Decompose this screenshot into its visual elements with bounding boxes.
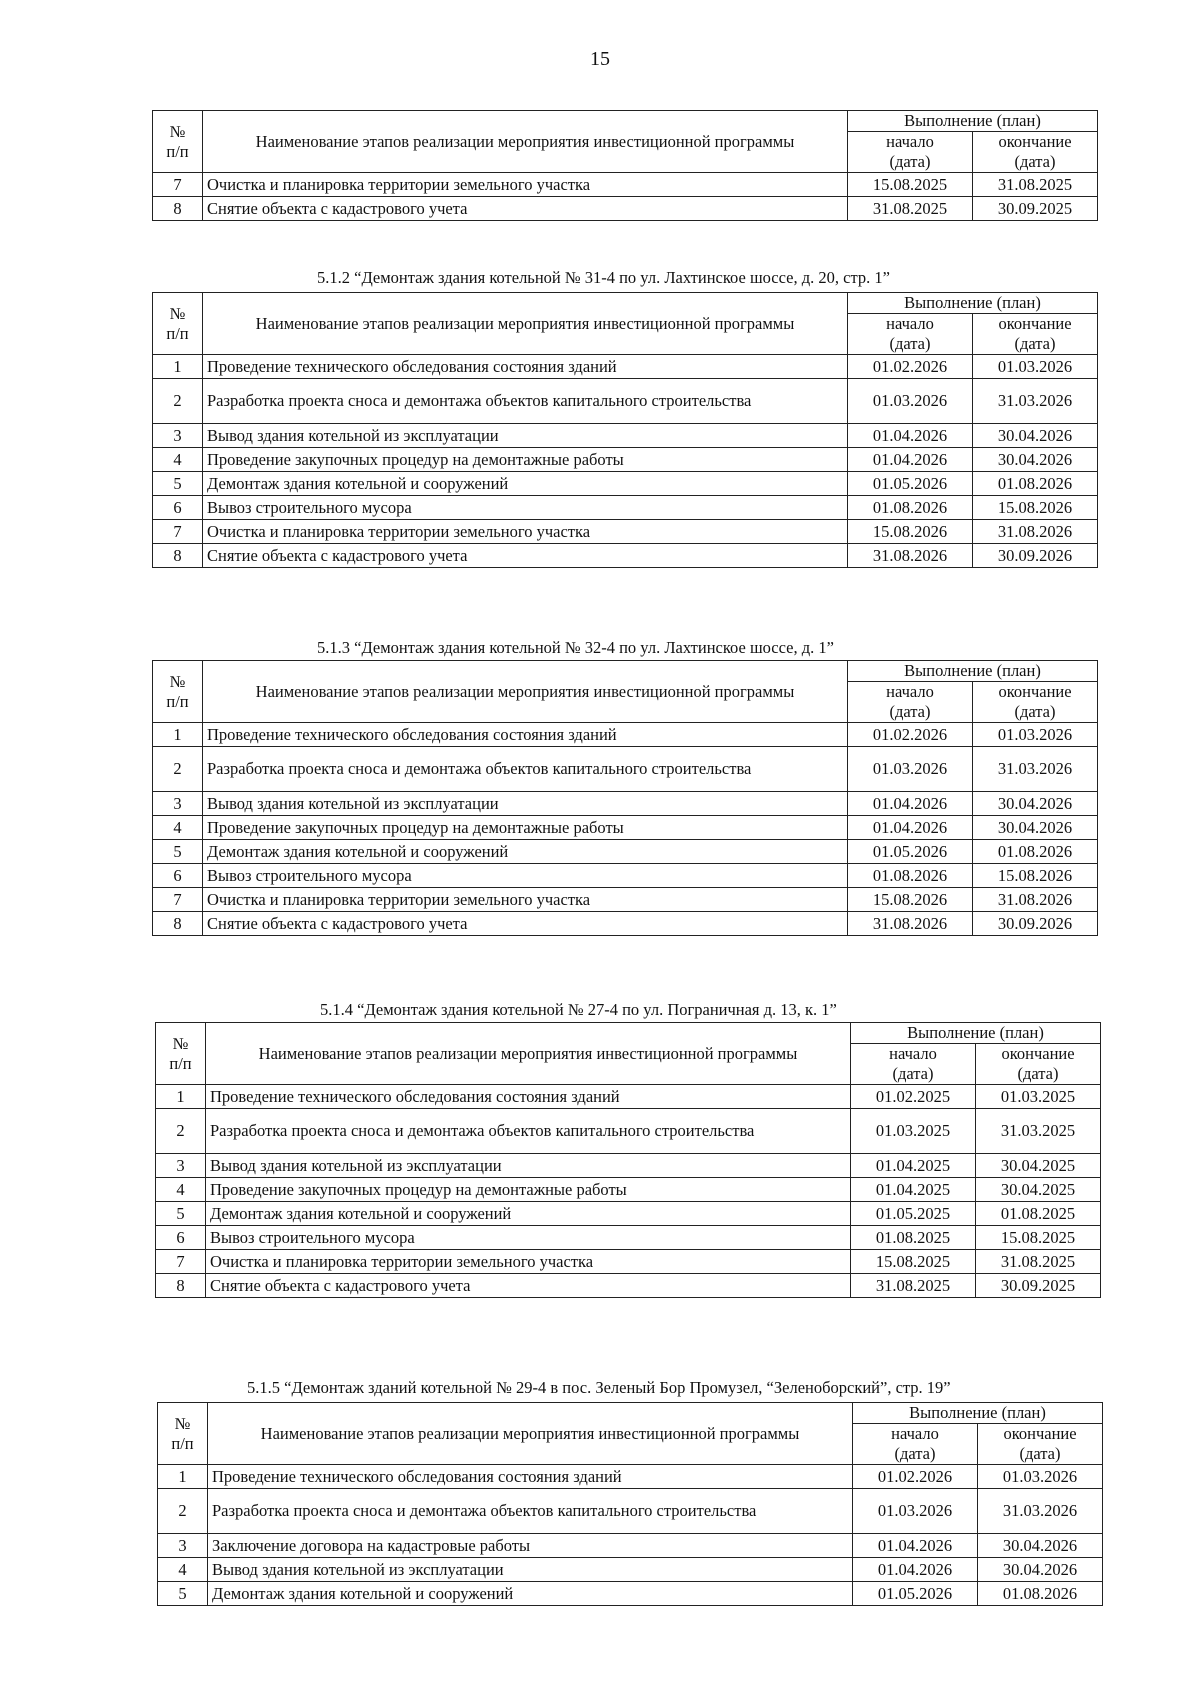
table-row [158,1489,1103,1534]
header-end-label: окончание [998,132,1072,151]
header-start [848,132,973,173]
row-stage-name: Очистка и планировка территории земельного участка [203,888,848,912]
row-stage-name: Демонтаж здания котельной и сооружений [206,1202,851,1226]
row-start-date: 15.08.2025 [851,1250,976,1274]
header-start-label: начало [886,132,934,151]
row-end-date: 30.09.2025 [973,197,1098,221]
header-start-label: начало [891,1424,939,1443]
row-number: 4 [153,448,203,472]
row-end-date: 01.08.2026 [973,840,1098,864]
row-end-date: 30.09.2026 [973,544,1098,568]
row-start-date: 01.08.2026 [848,496,973,520]
section-caption: 5.1.5 “Демонтаж зданий котельной № 29-4 в пос. Зеленый Бор Промузел, “Зеленоборский”, стр. 19” [247,1378,951,1397]
header-execution: Выполнение (план) [848,293,1098,314]
row-stage-name: Разработка проекта сноса и демонтажа объектов капитального строительства [206,1109,851,1154]
table-row [153,496,1098,520]
row-number: 8 [156,1274,206,1298]
row-stage-name: Проведение закупочных процедур на демонтажные работы [206,1178,851,1202]
header-execution: Выполнение (план) [851,1023,1101,1044]
header-num: № п/п [153,661,203,723]
row-end-date: 01.08.2026 [978,1582,1103,1606]
schedule-table [155,1022,1101,1298]
header-name: Наименование этапов реализации мероприятия инвестиционной программы [203,661,848,723]
row-stage-name: Вывоз строительного мусора [203,864,848,888]
row-number: 4 [153,816,203,840]
header-execution: Выполнение (план) [853,1403,1103,1424]
row-stage-name: Очистка и планировка территории земельного участка [206,1250,851,1274]
table-row [153,888,1098,912]
header-start [853,1424,978,1465]
table-row [156,1274,1101,1298]
row-start-date: 01.04.2026 [853,1534,978,1558]
row-number: 5 [158,1582,208,1606]
schedule-table [152,110,1098,221]
row-stage-name: Разработка проекта сноса и демонтажа объектов капитального строительства [208,1489,853,1534]
row-number: 7 [153,520,203,544]
row-start-date: 15.08.2026 [848,888,973,912]
header-end [978,1424,1103,1465]
header-name: Наименование этапов реализации мероприятия инвестиционной программы [203,111,848,173]
row-start-date: 31.08.2026 [848,544,973,568]
table-row [153,355,1098,379]
row-stage-name: Проведение технического обследования состояния зданий [203,723,848,747]
row-end-date: 15.08.2026 [973,864,1098,888]
row-end-date: 30.04.2026 [978,1534,1103,1558]
row-stage-name: Очистка и планировка территории земельного участка [203,520,848,544]
row-start-date: 01.02.2026 [848,355,973,379]
table-row [153,520,1098,544]
page-number: 15 [590,48,610,70]
row-start-date: 01.03.2025 [851,1109,976,1154]
row-number: 8 [153,544,203,568]
table-row [153,840,1098,864]
row-start-date: 01.03.2026 [848,379,973,424]
row-number: 1 [156,1085,206,1109]
header-date-note: (дата) [892,1064,934,1083]
row-start-date: 01.08.2026 [848,864,973,888]
table-row [153,424,1098,448]
header-start [848,314,973,355]
row-stage-name: Разработка проекта сноса и демонтажа объектов капитального строительства [203,379,848,424]
row-start-date: 01.08.2025 [851,1226,976,1250]
row-end-date: 01.08.2025 [976,1202,1101,1226]
row-end-date: 30.04.2026 [973,792,1098,816]
row-start-date: 01.03.2026 [848,747,973,792]
table-row [153,792,1098,816]
header-date-note: (дата) [894,1444,936,1463]
row-start-date: 01.04.2025 [851,1178,976,1202]
table-header-row [153,293,1098,314]
row-number: 7 [156,1250,206,1274]
row-end-date: 01.03.2026 [978,1465,1103,1489]
table-row [158,1582,1103,1606]
table-row [156,1178,1101,1202]
table-row [156,1226,1101,1250]
row-end-date: 30.04.2026 [973,448,1098,472]
header-execution: Выполнение (план) [848,111,1098,132]
row-stage-name: Проведение технического обследования состояния зданий [206,1085,851,1109]
table-row [153,723,1098,747]
row-stage-name: Вывоз строительного мусора [203,496,848,520]
row-stage-name: Вывоз строительного мусора [206,1226,851,1250]
header-name: Наименование этапов реализации мероприятия инвестиционной программы [203,293,848,355]
row-number: 5 [156,1202,206,1226]
header-start-label: начало [886,682,934,701]
row-number: 8 [153,912,203,936]
header-start [848,682,973,723]
table-row [156,1109,1101,1154]
table-header-row [156,1023,1101,1044]
header-num: № п/п [153,111,203,173]
row-stage-name: Проведение закупочных процедур на демонтажные работы [203,448,848,472]
row-stage-name: Вывод здания котельной из эксплуатации [203,424,848,448]
row-number: 5 [153,472,203,496]
row-start-date: 31.08.2025 [848,197,973,221]
row-end-date: 31.08.2025 [973,173,1098,197]
table-row [153,472,1098,496]
row-end-date: 01.03.2026 [973,723,1098,747]
row-number: 7 [153,173,203,197]
header-num: № п/п [156,1023,206,1085]
table-row [158,1558,1103,1582]
row-stage-name: Демонтаж здания котельной и сооружений [203,840,848,864]
schedule-table [152,660,1098,936]
row-number: 2 [158,1489,208,1534]
row-number: 2 [156,1109,206,1154]
table-header-row [153,661,1098,682]
header-num: № п/п [158,1403,208,1465]
row-start-date: 01.05.2025 [851,1202,976,1226]
table-row [156,1154,1101,1178]
row-number: 4 [156,1178,206,1202]
header-end-label: окончание [998,314,1072,333]
table-row [156,1085,1101,1109]
table-row [153,912,1098,936]
schedule-table [157,1402,1103,1606]
row-start-date: 01.03.2026 [853,1489,978,1534]
row-stage-name: Снятие объекта с кадастрового учета [203,197,848,221]
row-number: 1 [153,723,203,747]
row-start-date: 01.02.2026 [848,723,973,747]
table-row [156,1250,1101,1274]
row-start-date: 31.08.2026 [848,912,973,936]
row-end-date: 31.03.2026 [978,1489,1103,1534]
row-end-date: 30.04.2025 [976,1178,1101,1202]
row-end-date: 31.08.2026 [973,520,1098,544]
header-date-note: (дата) [889,334,931,353]
row-number: 6 [153,864,203,888]
row-number: 2 [153,747,203,792]
row-number: 3 [153,792,203,816]
header-end-label: окончание [998,682,1072,701]
table-row [158,1465,1103,1489]
row-start-date: 01.04.2026 [848,424,973,448]
row-end-date: 30.04.2025 [976,1154,1101,1178]
section-caption: 5.1.3 “Демонтаж здания котельной № 32-4 по ул. Лахтинское шоссе, д. 1” [317,638,834,657]
header-name: Наименование этапов реализации мероприятия инвестиционной программы [206,1023,851,1085]
row-stage-name: Разработка проекта сноса и демонтажа объектов капитального строительства [203,747,848,792]
row-start-date: 01.04.2026 [848,448,973,472]
section-caption: 5.1.2 “Демонтаж здания котельной № 31-4 по ул. Лахтинское шоссе, д. 20, стр. 1” [317,268,890,287]
header-start [851,1044,976,1085]
row-end-date: 15.08.2026 [973,496,1098,520]
row-stage-name: Заключение договора на кадастровые работы [208,1534,853,1558]
row-number: 3 [153,424,203,448]
header-start-label: начало [886,314,934,333]
row-end-date: 15.08.2025 [976,1226,1101,1250]
row-end-date: 30.04.2026 [978,1558,1103,1582]
header-date-note: (дата) [889,152,931,171]
row-start-date: 01.04.2026 [848,816,973,840]
row-start-date: 01.04.2026 [853,1558,978,1582]
header-end [973,682,1098,723]
row-number: 3 [158,1534,208,1558]
row-stage-name: Снятие объекта с кадастрового учета [203,544,848,568]
row-number: 6 [156,1226,206,1250]
row-start-date: 15.08.2025 [848,173,973,197]
row-stage-name: Демонтаж здания котельной и сооружений [203,472,848,496]
table-row [153,197,1098,221]
header-end-label: окончание [1001,1044,1075,1063]
row-start-date: 01.02.2026 [853,1465,978,1489]
row-stage-name: Проведение технического обследования состояния зданий [208,1465,853,1489]
header-date-note: (дата) [1017,1064,1059,1083]
table-row [153,747,1098,792]
header-end [973,314,1098,355]
row-end-date: 01.03.2026 [973,355,1098,379]
row-end-date: 30.09.2026 [973,912,1098,936]
row-end-date: 30.09.2025 [976,1274,1101,1298]
row-end-date: 30.04.2026 [973,816,1098,840]
row-number: 1 [153,355,203,379]
table-row [156,1202,1101,1226]
row-number: 7 [153,888,203,912]
row-start-date: 01.05.2026 [853,1582,978,1606]
header-name: Наименование этапов реализации мероприятия инвестиционной программы [208,1403,853,1465]
table-row [153,816,1098,840]
row-start-date: 15.08.2026 [848,520,973,544]
row-number: 4 [158,1558,208,1582]
table-row [153,864,1098,888]
row-stage-name: Снятие объекта с кадастрового учета [206,1274,851,1298]
row-end-date: 01.03.2025 [976,1085,1101,1109]
row-number: 6 [153,496,203,520]
header-date-note: (дата) [1014,152,1056,171]
section-caption: 5.1.4 “Демонтаж здания котельной № 27-4 по ул. Пограничная д. 13, к. 1” [320,1000,837,1019]
row-stage-name: Проведение технического обследования состояния зданий [203,355,848,379]
row-stage-name: Вывод здания котельной из эксплуатации [206,1154,851,1178]
row-number: 1 [158,1465,208,1489]
header-end [973,132,1098,173]
table-row [153,544,1098,568]
row-stage-name: Проведение закупочных процедур на демонтажные работы [203,816,848,840]
row-start-date: 01.05.2026 [848,840,973,864]
header-date-note: (дата) [889,702,931,721]
row-start-date: 01.04.2026 [848,792,973,816]
row-start-date: 01.02.2025 [851,1085,976,1109]
row-stage-name: Вывод здания котельной из эксплуатации [208,1558,853,1582]
row-end-date: 31.08.2026 [973,888,1098,912]
row-number: 5 [153,840,203,864]
row-end-date: 31.03.2026 [973,747,1098,792]
table-row [153,379,1098,424]
row-start-date: 01.05.2026 [848,472,973,496]
header-execution: Выполнение (план) [848,661,1098,682]
schedule-table [152,292,1098,568]
table-row [153,448,1098,472]
table-header-row [158,1403,1103,1424]
header-end-label: окончание [1003,1424,1077,1443]
row-stage-name: Демонтаж здания котельной и сооружений [208,1582,853,1606]
row-start-date: 31.08.2025 [851,1274,976,1298]
row-stage-name: Вывод здания котельной из эксплуатации [203,792,848,816]
header-end [976,1044,1101,1085]
row-stage-name: Очистка и планировка территории земельного участка [203,173,848,197]
row-number: 8 [153,197,203,221]
table-row [153,173,1098,197]
row-start-date: 01.04.2025 [851,1154,976,1178]
header-date-note: (дата) [1014,334,1056,353]
row-end-date: 01.08.2026 [973,472,1098,496]
row-end-date: 30.04.2026 [973,424,1098,448]
header-num: № п/п [153,293,203,355]
row-end-date: 31.08.2025 [976,1250,1101,1274]
table-header-row [153,111,1098,132]
row-end-date: 31.03.2026 [973,379,1098,424]
row-number: 2 [153,379,203,424]
header-date-note: (дата) [1019,1444,1061,1463]
row-number: 3 [156,1154,206,1178]
row-end-date: 31.03.2025 [976,1109,1101,1154]
header-date-note: (дата) [1014,702,1056,721]
row-stage-name: Снятие объекта с кадастрового учета [203,912,848,936]
header-start-label: начало [889,1044,937,1063]
table-row [158,1534,1103,1558]
